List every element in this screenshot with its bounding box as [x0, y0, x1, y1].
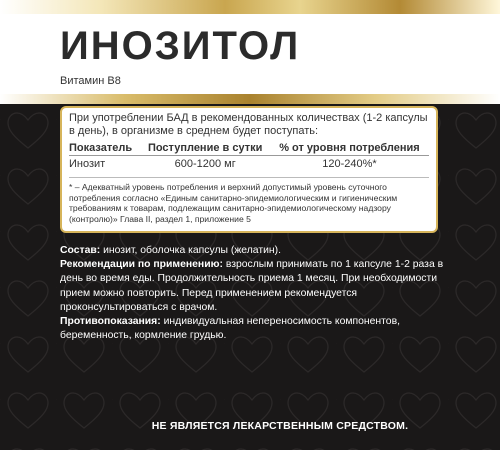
- gold-top-band: [0, 0, 500, 14]
- col-header-percent: % от уровня потребления: [270, 142, 429, 156]
- intake-table: [69, 142, 429, 171]
- intake-intro-text: При употреблении БАД в рекомендованных количествах (1-2 капсулы в день), в организме в среднем будет поступать:: [69, 112, 428, 137]
- contraindications-paragraph: [60, 315, 448, 343]
- product-subtitle: Витамин B8: [60, 75, 121, 87]
- table-header-row: [69, 142, 429, 156]
- product-title: ИНОЗИТОЛ: [60, 24, 301, 68]
- cell-percent: 120-240%*: [322, 158, 377, 170]
- col-header-indicator: Показатель: [69, 142, 140, 156]
- header: [0, 14, 500, 94]
- not-medicine-disclaimer: НЕ ЯВЛЯЕТСЯ ЛЕКАРСТВЕННЫМ СРЕДСТВОМ.: [151, 420, 409, 432]
- recommendations-label: Рекомендации по применению:: [60, 259, 223, 271]
- info-box-divider: [69, 177, 429, 178]
- cell-indicator: Инозит: [69, 158, 106, 170]
- intake-info-box: [60, 106, 438, 233]
- contraindications-text: индивидуальная непереносимость компонентов, беременность, кормление грудью.: [60, 316, 400, 342]
- composition-label: Состав:: [60, 245, 101, 256]
- cell-daily-intake: 600-1200 мг: [174, 158, 236, 170]
- recommendations-paragraph: [60, 258, 448, 315]
- footnote: * – Адекватный уровень потребления и верхний допустимый уровень суточного потребления согласно «Единым санитарно-эпидемиологическим и гигиеническим требованиям к товарам, подлежащим санитарно-эпидемиологическому надзору (контролю)» Глава II, раздел 1, приложение 5: [69, 182, 398, 224]
- recommendations-text: взрослым принимать по 1 капсуле 1-2 раза в день во время еды. Продолжительность приема 1 месяц. При необходимости прием можно повторить. Перед применением рекомендуется проконсультироваться с врачом.: [60, 259, 444, 313]
- contraindications-label: Противопоказания:: [60, 316, 161, 328]
- gold-divider-band: [0, 94, 500, 104]
- col-header-daily-intake: Поступление в сутки: [140, 142, 270, 156]
- table-row: [69, 156, 429, 172]
- composition-paragraph: [60, 244, 448, 258]
- composition-text: инозит, оболочка капсулы (желатин).: [100, 245, 281, 256]
- dark-panel: [0, 104, 500, 450]
- product-description: [60, 244, 448, 343]
